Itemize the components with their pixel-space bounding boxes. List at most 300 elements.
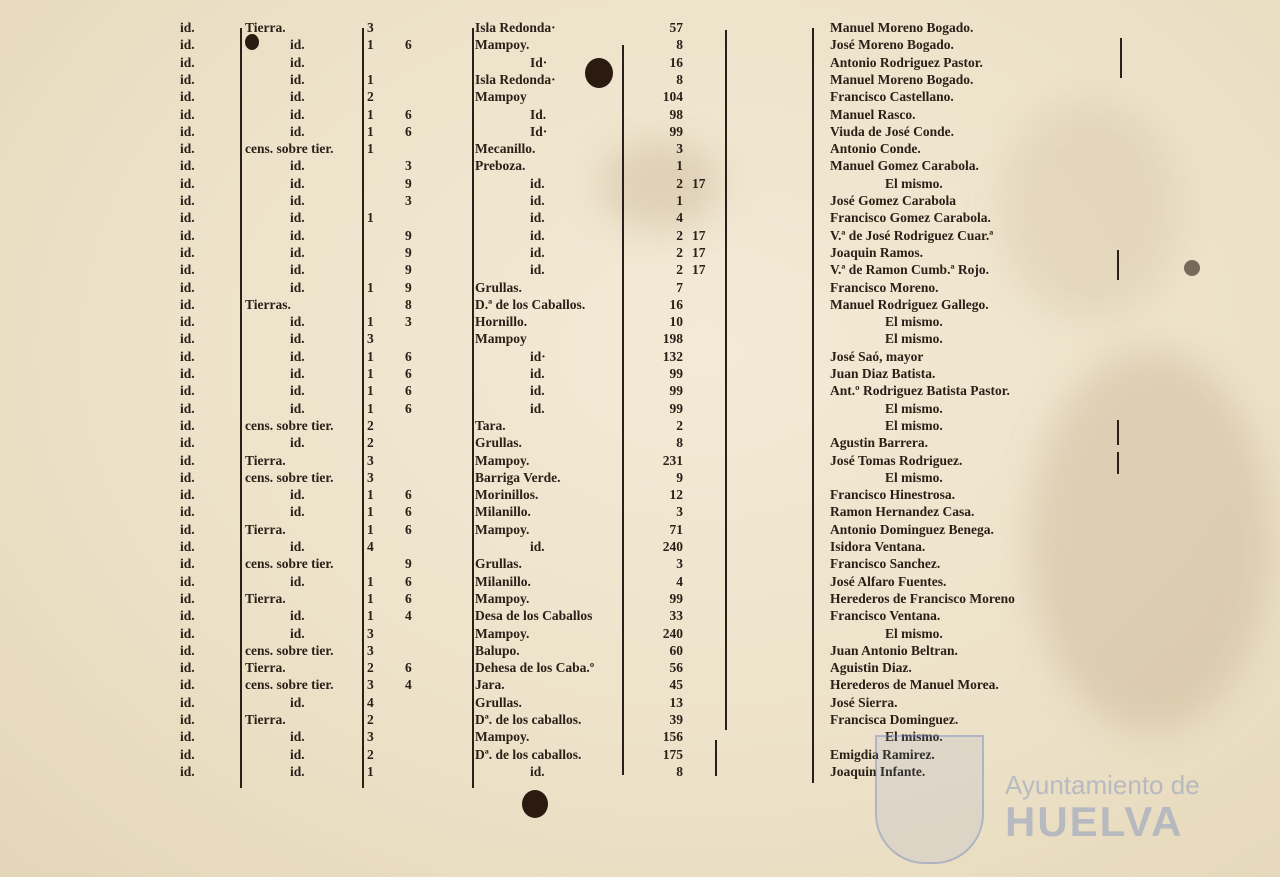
- owner-name-cell: Isidora Ventana.: [830, 539, 926, 554]
- amount-fraction-cell: [692, 659, 722, 676]
- record-id-cell: id.: [180, 331, 195, 347]
- property-type-cell: id.: [290, 435, 305, 451]
- amount-fraction-cell: [692, 434, 722, 451]
- amount-cell: 16: [669, 54, 683, 70]
- property-type-cell: id.: [290, 746, 305, 762]
- amount-cell: 10: [669, 314, 683, 330]
- property-type-cell: id.: [290, 729, 305, 745]
- owner-name-cell: Antonio Conde.: [830, 141, 921, 157]
- column-rule: [472, 28, 474, 788]
- quantity-b-cell: 6: [405, 106, 412, 122]
- quantity-a-cell: 1: [367, 279, 374, 295]
- quantity-b-cell: [405, 88, 425, 105]
- amount-cell: 71: [669, 521, 683, 537]
- amount-cell: 8: [676, 435, 683, 451]
- owner-name-cell: El mismo.: [885, 400, 943, 416]
- quantity-a-cell: 1: [367, 590, 374, 606]
- record-id-cell: id.: [180, 106, 195, 122]
- property-type-cell: cens. sobre tier.: [245, 141, 334, 157]
- quantity-a-cell: [367, 227, 387, 244]
- quantity-a-cell: 3: [367, 729, 374, 745]
- place-name-cell: id.: [530, 175, 545, 191]
- quantity-a-cell: 1: [367, 383, 374, 399]
- amount-cell: 198: [662, 331, 683, 347]
- amount-fraction-cell: [692, 192, 722, 209]
- quantity-a-cell: [367, 555, 387, 572]
- record-id-cell: id.: [180, 227, 195, 243]
- property-type-cell: id.: [290, 158, 305, 174]
- owner-name-cell: José Moreno Bogado.: [830, 37, 954, 53]
- amount-fraction-cell: [692, 400, 722, 417]
- amount-cell: 4: [676, 210, 683, 226]
- place-name-cell: Grullas.: [475, 556, 522, 572]
- record-id-cell: id.: [180, 556, 195, 572]
- amount-cell: 240: [662, 625, 683, 641]
- amount-fraction-cell: [692, 590, 722, 607]
- owner-name-cell: Manuel Rasco.: [830, 106, 916, 122]
- quantity-b-cell: [405, 469, 425, 486]
- quantity-b-cell: 6: [405, 487, 412, 503]
- quantity-a-cell: 2: [367, 660, 374, 676]
- amount-fraction-cell: [692, 625, 722, 642]
- record-id-cell: id.: [180, 279, 195, 295]
- city-seal-watermark: [875, 735, 984, 864]
- place-name-cell: Id·: [530, 123, 548, 139]
- amount-fraction-cell: [692, 746, 722, 763]
- record-id-cell: id.: [180, 158, 195, 174]
- amount-cell: 99: [669, 383, 683, 399]
- owner-name-cell: Viuda de José Conde.: [830, 123, 955, 139]
- quantity-b-cell: 9: [405, 244, 412, 260]
- amount-fraction-cell: 17: [692, 227, 706, 243]
- property-type-cell: id.: [290, 487, 305, 503]
- amount-cell: 132: [662, 348, 683, 364]
- amount-cell: 3: [676, 556, 683, 572]
- quantity-b-cell: [405, 642, 425, 659]
- amount-fraction-cell: [692, 486, 722, 503]
- quantity-b-cell: [405, 19, 425, 36]
- owner-name-cell: El mismo.: [885, 469, 943, 485]
- quantity-b-cell: [405, 625, 425, 642]
- quantity-a-cell: 1: [367, 763, 374, 779]
- record-id-cell: id.: [180, 175, 195, 191]
- watermark-title: HUELVA: [1005, 798, 1184, 845]
- place-name-cell: Milanillo.: [475, 573, 531, 589]
- quantity-a-cell: 2: [367, 712, 374, 727]
- property-type-cell: id.: [290, 625, 305, 641]
- amount-cell: 33: [669, 608, 683, 624]
- property-type-cell: id.: [290, 71, 305, 87]
- quantity-a-cell: 3: [367, 625, 374, 641]
- owner-name-cell: Herederos de Francisco Moreno: [830, 590, 1015, 606]
- amount-fraction-cell: [692, 140, 722, 157]
- record-id-cell: id.: [180, 504, 195, 520]
- amount-fraction-cell: [692, 106, 722, 123]
- owner-name-cell: Joaquin Infante.: [830, 763, 926, 779]
- property-type-cell: id.: [290, 539, 305, 554]
- property-type-cell: id.: [290, 400, 305, 416]
- quantity-b-cell: 6: [405, 504, 412, 520]
- record-id-cell: id.: [180, 712, 195, 727]
- record-id-cell: id.: [180, 677, 195, 693]
- property-type-cell: cens. sobre tier.: [245, 469, 334, 485]
- owner-name-cell: Manuel Moreno Bogado.: [830, 20, 974, 35]
- amount-cell: 45: [669, 677, 683, 693]
- amount-cell: 231: [662, 452, 683, 468]
- quantity-a-cell: 1: [367, 400, 374, 416]
- record-id-cell: id.: [180, 539, 195, 554]
- quantity-b-cell: [405, 417, 425, 434]
- place-name-cell: id.: [530, 400, 545, 416]
- amount-cell: 104: [662, 89, 683, 105]
- property-type-cell: Tierra.: [245, 452, 286, 468]
- place-name-cell: Id·: [530, 54, 548, 70]
- amount-cell: 99: [669, 123, 683, 139]
- place-name-cell: id.: [530, 539, 545, 554]
- amount-cell: 13: [669, 694, 683, 710]
- record-id-cell: id.: [180, 417, 195, 433]
- amount-cell: 1: [676, 158, 683, 174]
- quantity-a-cell: 2: [367, 435, 374, 451]
- amount-fraction-cell: [692, 36, 722, 53]
- record-id-cell: id.: [180, 746, 195, 762]
- quantity-a-cell: 1: [367, 210, 374, 226]
- owner-name-cell: José Sierra.: [830, 694, 898, 710]
- property-type-cell: id.: [290, 89, 305, 105]
- quantity-b-cell: [405, 746, 425, 763]
- owner-name-cell: Ramon Hernandez Casa.: [830, 504, 975, 520]
- record-id-cell: id.: [180, 660, 195, 676]
- amount-cell: 4: [676, 573, 683, 589]
- quantity-a-cell: 2: [367, 746, 374, 762]
- place-name-cell: Grullas.: [475, 279, 522, 295]
- place-name-cell: D.ª de los Caballos.: [475, 296, 586, 312]
- amount-cell: 56: [669, 660, 683, 676]
- column-rule: [1117, 250, 1119, 280]
- place-name-cell: Isla Redonda·: [475, 20, 556, 35]
- quantity-a-cell: 3: [367, 20, 374, 35]
- record-id-cell: id.: [180, 608, 195, 624]
- quantity-a-cell: [367, 192, 387, 209]
- amount-cell: 99: [669, 366, 683, 381]
- record-id-cell: id.: [180, 366, 195, 381]
- amount-fraction-cell: [692, 503, 722, 520]
- watermark-text: Ayuntamiento de: [1005, 770, 1200, 800]
- owner-name-cell: Francisca Dominguez.: [830, 712, 959, 727]
- owner-name-cell: Aguistin Diaz.: [830, 660, 912, 676]
- amount-fraction-cell: [692, 330, 722, 347]
- quantity-b-cell: 3: [405, 158, 412, 174]
- place-name-cell: Hornillo.: [475, 314, 528, 330]
- amount-cell: 175: [662, 746, 683, 762]
- record-id-cell: id.: [180, 573, 195, 589]
- quantity-a-cell: [367, 296, 387, 313]
- amount-cell: 2: [676, 175, 683, 191]
- owner-name-cell: Francisco Gomez Carabola.: [830, 210, 991, 226]
- quantity-b-cell: 4: [405, 608, 412, 624]
- property-type-cell: id.: [290, 106, 305, 122]
- place-name-cell: id·: [530, 348, 546, 364]
- amount-fraction-cell: [692, 417, 722, 434]
- record-id-cell: id.: [180, 210, 195, 226]
- place-name-cell: id.: [530, 262, 545, 278]
- quantity-b-cell: 6: [405, 383, 412, 399]
- quantity-b-cell: [405, 71, 425, 88]
- property-type-cell: cens. sobre tier.: [245, 556, 334, 572]
- amount-cell: 7: [676, 279, 683, 295]
- amount-fraction-cell: [692, 157, 722, 174]
- place-name-cell: id.: [530, 383, 545, 399]
- amount-cell: 240: [662, 539, 683, 554]
- amount-fraction-cell: [692, 279, 722, 296]
- place-name-cell: Balupo.: [475, 642, 520, 658]
- quantity-b-cell: 9: [405, 556, 412, 572]
- amount-cell: 39: [669, 712, 683, 727]
- quantity-a-cell: [367, 175, 387, 192]
- property-type-cell: id.: [290, 573, 305, 589]
- amount-cell: 99: [669, 590, 683, 606]
- place-name-cell: id.: [530, 193, 545, 208]
- property-type-cell: id.: [290, 314, 305, 330]
- quantity-b-cell: 6: [405, 348, 412, 364]
- quantity-a-cell: 1: [367, 123, 374, 139]
- quantity-b-cell: [405, 694, 425, 711]
- place-name-cell: Preboza.: [475, 158, 526, 174]
- quantity-b-cell: [405, 434, 425, 451]
- quantity-a-cell: 4: [367, 539, 374, 554]
- quantity-b-cell: [405, 54, 425, 71]
- owner-name-cell: Francisco Castellano.: [830, 89, 954, 105]
- quantity-a-cell: 1: [367, 366, 374, 381]
- quantity-b-cell: 9: [405, 279, 412, 295]
- property-type-cell: id.: [290, 193, 305, 208]
- owner-name-cell: Manuel Moreno Bogado.: [830, 71, 974, 87]
- property-type-cell: Tierra.: [245, 712, 286, 727]
- amount-fraction-cell: [692, 123, 722, 140]
- property-type-cell: id.: [290, 37, 305, 53]
- amount-cell: 98: [669, 106, 683, 122]
- column-rule: [812, 28, 814, 783]
- place-name-cell: Mampoy: [475, 89, 527, 105]
- owner-name-cell: Antonio Rodriguez Pastor.: [830, 54, 983, 70]
- place-name-cell: id.: [530, 227, 545, 243]
- amount-fraction-cell: [692, 382, 722, 399]
- column-rule: [240, 28, 242, 788]
- owner-name-cell: El mismo.: [885, 331, 943, 347]
- quantity-b-cell: 6: [405, 590, 412, 606]
- place-name-cell: Mampoy.: [475, 729, 530, 745]
- owner-name-cell: El mismo.: [885, 729, 943, 745]
- amount-fraction-cell: [692, 555, 722, 572]
- property-type-cell: Tierras.: [245, 296, 291, 312]
- amount-fraction-cell: 17: [692, 175, 706, 191]
- amount-fraction-cell: [692, 538, 722, 555]
- quantity-a-cell: 1: [367, 573, 374, 589]
- quantity-a-cell: 1: [367, 314, 374, 330]
- property-type-cell: id.: [290, 175, 305, 191]
- record-id-cell: id.: [180, 141, 195, 157]
- amount-fraction-cell: [692, 71, 722, 88]
- amount-cell: 2: [676, 244, 683, 260]
- record-id-cell: id.: [180, 642, 195, 658]
- place-name-cell: Id.: [530, 106, 547, 122]
- amount-cell: 8: [676, 37, 683, 53]
- place-name-cell: Dª. de los caballos.: [475, 712, 582, 727]
- owner-name-cell: Francisco Moreno.: [830, 279, 939, 295]
- place-name-cell: id.: [530, 763, 545, 779]
- amount-fraction-cell: [692, 469, 722, 486]
- property-type-cell: id.: [290, 54, 305, 70]
- place-name-cell: Mampoy.: [475, 590, 530, 606]
- quantity-b-cell: [405, 140, 425, 157]
- place-name-cell: Dehesa de los Caba.º: [475, 660, 595, 676]
- place-name-cell: Barriga Verde.: [475, 469, 561, 485]
- property-type-cell: id.: [290, 694, 305, 710]
- amount-fraction-cell: [692, 763, 722, 780]
- amount-fraction-cell: [692, 607, 722, 624]
- amount-fraction-cell: [692, 694, 722, 711]
- quantity-b-cell: [405, 538, 425, 555]
- record-id-cell: id.: [180, 435, 195, 451]
- amount-fraction-cell: [692, 54, 722, 71]
- amount-cell: 16: [669, 296, 683, 312]
- quantity-a-cell: 1: [367, 487, 374, 503]
- owner-name-cell: José Tomas Rodriguez.: [830, 452, 963, 468]
- owner-name-cell: El mismo.: [885, 417, 943, 433]
- record-id-cell: id.: [180, 296, 195, 312]
- record-id-cell: id.: [180, 20, 195, 35]
- quantity-a-cell: [367, 244, 387, 261]
- record-id-cell: id.: [180, 694, 195, 710]
- owner-name-cell: Manuel Gomez Carabola.: [830, 158, 979, 174]
- property-type-cell: id.: [290, 608, 305, 624]
- amount-cell: 12: [669, 487, 683, 503]
- quantity-b-cell: [405, 452, 425, 469]
- amount-cell: 1: [676, 193, 683, 208]
- column-rule: [725, 30, 727, 730]
- quantity-a-cell: 3: [367, 642, 374, 658]
- quantity-b-cell: 3: [405, 314, 412, 330]
- amount-fraction-cell: [692, 88, 722, 105]
- place-name-cell: Grullas.: [475, 694, 522, 710]
- property-type-cell: cens. sobre tier.: [245, 417, 334, 433]
- record-id-cell: id.: [180, 763, 195, 779]
- owner-name-cell: V.ª de Ramon Cumb.ª Rojo.: [830, 262, 989, 278]
- quantity-a-cell: [367, 157, 387, 174]
- record-id-cell: id.: [180, 383, 195, 399]
- amount-cell: 8: [676, 71, 683, 87]
- amount-fraction-cell: [692, 313, 722, 330]
- property-type-cell: Tierra.: [245, 660, 286, 676]
- quantity-b-cell: 6: [405, 521, 412, 537]
- property-type-cell: id.: [290, 279, 305, 295]
- quantity-b-cell: [405, 763, 425, 780]
- owner-name-cell: Agustin Barrera.: [830, 435, 928, 451]
- place-name-cell: Morinillos.: [475, 487, 539, 503]
- quantity-b-cell: 9: [405, 175, 412, 191]
- amount-cell: 9: [676, 469, 683, 485]
- place-name-cell: id.: [530, 244, 545, 260]
- owner-name-cell: José Alfaro Fuentes.: [830, 573, 947, 589]
- place-name-cell: Mampoy.: [475, 452, 530, 468]
- amount-fraction-cell: [692, 728, 722, 745]
- owner-name-cell: Francisco Sanchez.: [830, 556, 941, 572]
- quantity-a-cell: 3: [367, 469, 374, 485]
- place-name-cell: Mampoy.: [475, 625, 530, 641]
- quantity-b-cell: 4: [405, 677, 412, 693]
- property-type-cell: id.: [290, 366, 305, 381]
- record-id-cell: id.: [180, 244, 195, 260]
- owner-name-cell: Ant.º Rodriguez Batista Pastor.: [830, 383, 1010, 399]
- amount-fraction-cell: [692, 19, 722, 36]
- quantity-b-cell: 9: [405, 262, 412, 278]
- amount-fraction-cell: [692, 642, 722, 659]
- record-id-cell: id.: [180, 54, 195, 70]
- owner-name-cell: El mismo.: [885, 175, 943, 191]
- quantity-b-cell: 6: [405, 660, 412, 676]
- property-type-cell: id.: [290, 763, 305, 779]
- owner-name-cell: V.ª de José Rodriguez Cuar.ª: [830, 227, 994, 243]
- quantity-b-cell: [405, 728, 425, 745]
- amount-cell: 3: [676, 141, 683, 157]
- amount-fraction-cell: [692, 209, 722, 226]
- owner-name-cell: Francisco Hinestrosa.: [830, 487, 955, 503]
- amount-cell: 2: [676, 417, 683, 433]
- quantity-b-cell: 6: [405, 37, 412, 53]
- owner-name-cell: El mismo.: [885, 625, 943, 641]
- quantity-a-cell: 3: [367, 452, 374, 468]
- place-name-cell: Milanillo.: [475, 504, 531, 520]
- record-id-cell: id.: [180, 123, 195, 139]
- quantity-b-cell: 8: [405, 296, 412, 312]
- quantity-b-cell: 6: [405, 123, 412, 139]
- place-name-cell: Isla Redonda·: [475, 71, 556, 87]
- quantity-a-cell: 3: [367, 331, 374, 347]
- quantity-a-cell: 1: [367, 348, 374, 364]
- record-id-cell: id.: [180, 521, 195, 537]
- quantity-a-cell: 1: [367, 71, 374, 87]
- quantity-a-cell: [367, 54, 387, 71]
- record-id-cell: id.: [180, 590, 195, 606]
- owner-name-cell: Juan Antonio Beltran.: [830, 642, 958, 658]
- ink-blot: [522, 790, 548, 818]
- record-id-cell: id.: [180, 37, 195, 53]
- place-name-cell: id.: [530, 210, 545, 226]
- quantity-b-cell: [405, 209, 425, 226]
- property-type-cell: id.: [290, 227, 305, 243]
- amount-cell: 60: [669, 642, 683, 658]
- place-name-cell: Mampoy: [475, 331, 527, 347]
- property-type-cell: id.: [290, 262, 305, 278]
- record-id-cell: id.: [180, 71, 195, 87]
- property-type-cell: id.: [290, 210, 305, 226]
- place-name-cell: Mampoy.: [475, 521, 530, 537]
- place-name-cell: Dª. de los caballos.: [475, 746, 582, 762]
- record-id-cell: id.: [180, 487, 195, 503]
- place-name-cell: Tara.: [475, 417, 506, 433]
- quantity-b-cell: [405, 711, 425, 728]
- quantity-b-cell: 6: [405, 400, 412, 416]
- place-name-cell: id.: [530, 366, 545, 381]
- record-id-cell: id.: [180, 348, 195, 364]
- quantity-a-cell: 1: [367, 141, 374, 157]
- quantity-a-cell: [367, 261, 387, 278]
- place-name-cell: Jara.: [475, 677, 505, 693]
- property-type-cell: cens. sobre tier.: [245, 677, 334, 693]
- property-type-cell: id.: [290, 244, 305, 260]
- amount-fraction-cell: [692, 296, 722, 313]
- property-type-cell: cens. sobre tier.: [245, 642, 334, 658]
